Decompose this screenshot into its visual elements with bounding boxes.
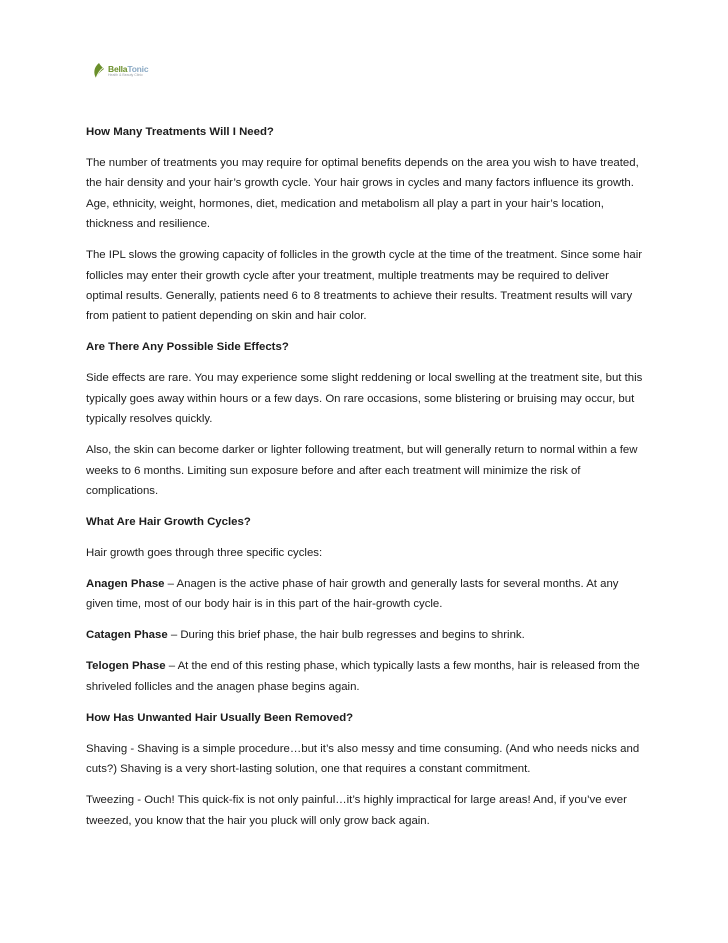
paragraph: The IPL slows the growing capacity of follicles in the growth cycle at the time of the treatment. Since some hair follicles may enter their growth cycle after your treatment, multiple treatments may be required to deliver optimal results. Generally, patients need 6 to 8 treatments to achieve their results. Treatment results will vary from patient to patient depending on skin and hair color. (86, 249, 643, 323)
section-heading: Are There Any Possible Side Effects? (86, 341, 289, 354)
phase-term: Telogen Phase (86, 660, 166, 673)
leaf-icon (92, 62, 106, 80)
paragraph: Tweezing - Ouch! This quick-fix is not only painful…it’s highly impractical for large areas! And, if you’ve ever tweezed, you know that the hair you pluck will only grow back again. (86, 794, 627, 827)
section-heading: How Has Unwanted Hair Usually Been Removed? (86, 711, 354, 724)
paragraph: Hair growth goes through three specific cycles: (86, 547, 323, 560)
document-body (86, 122, 646, 831)
paragraph: The number of treatments you may require for optimal benefits depends on the area you wish to have treated, the hair density and your hair’s growth cycle. Your hair grows in cycles and many factors influence its growth. Age, ethnicity, weight, hormones, diet, medication and metabolism all play a part in your hair’s location, thickness and resilience. (86, 157, 639, 231)
paragraph: Shaving - Shaving is a simple procedure…but it’s also messy and time consuming. (And who needs nicks and cuts?) Shaving is a very short-lasting solution, one that requires a constant commitment. (86, 742, 640, 776)
paragraph: Side effects are rare. You may experience some slight reddening or local swelling at the treatment site, but this typically goes away within hours or a few days. On rare occasions, some blistering or bruising may occur, but typically resolves quickly. (86, 372, 643, 426)
logo-tagline: Health & Beauty Clinic (108, 73, 143, 77)
bellatonic-logo (92, 58, 646, 84)
phase-text: – At the end of this resting phase, which typically lasts a few months, hair is released from the shriveled follicles and the anagen phase begins again. (86, 660, 640, 693)
phase-term: Anagen Phase (86, 578, 165, 591)
logo-name: BellaTonic (108, 63, 149, 74)
phase-paragraph (86, 656, 646, 697)
section-heading: What Are Hair Growth Cycles? (86, 516, 251, 529)
phase-text: – Anagen is the active phase of hair growth and generally lasts for several months. At any given time, most of our body hair is in this part of the hair-growth cycle. (86, 578, 619, 611)
document-page (86, 58, 646, 842)
phase-paragraph (86, 625, 646, 645)
section-heading: How Many Treatments Will I Need? (86, 126, 274, 138)
paragraph: Also, the skin can become darker or lighter following treatment, but will generally return to normal within a few weeks to 6 months. Limiting sun exposure before and after each treatment will minimize the risk of complications. (86, 444, 638, 498)
phase-text: – During this brief phase, the hair bulb regresses and begins to shrink. (167, 629, 525, 642)
phase-term: Catagen Phase (86, 629, 168, 642)
phase-paragraph (86, 574, 646, 615)
